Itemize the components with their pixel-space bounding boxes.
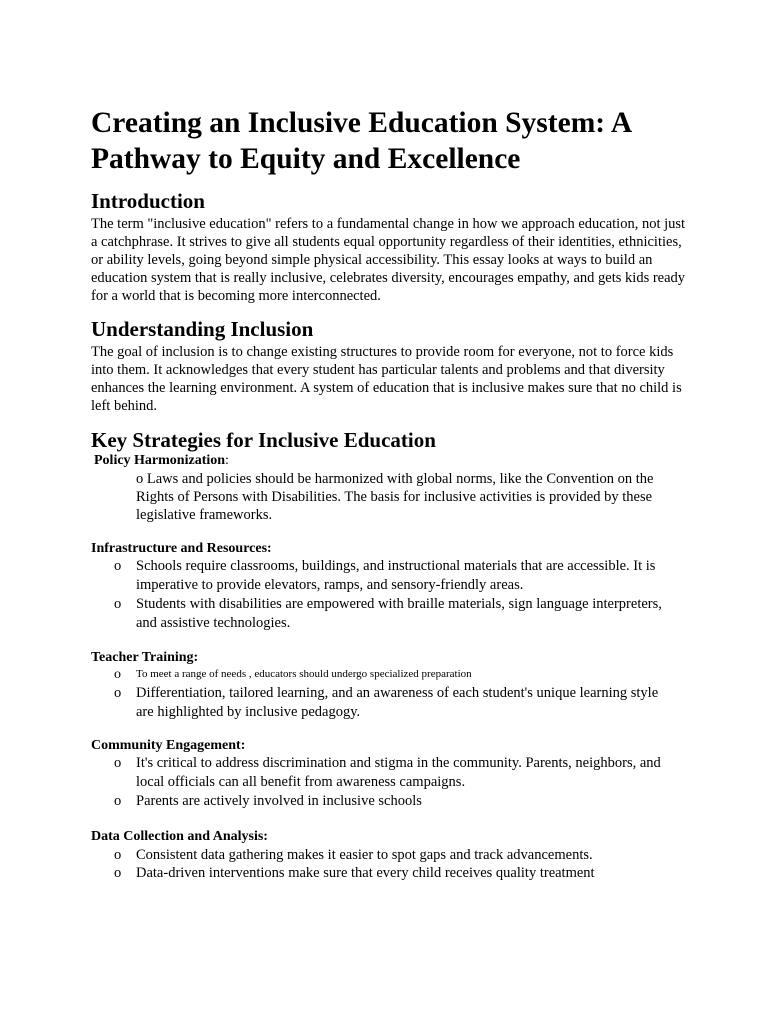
understanding-paragraph: The goal of inclusion is to change existing structures to provide room for everyone, not to force kids into them. It acknowledges that every student has particular talents and problems and that diversity enhances the learning environment. A system of education that is inclusive makes sure that no child is left behind. (91, 344, 682, 414)
list-item-text: Parents are actively involved in inclusive schools (136, 793, 422, 809)
list-item (114, 557, 679, 594)
introduction-heading: Introduction (91, 189, 205, 213)
bullet-marker: o (114, 667, 121, 682)
list-item (114, 754, 679, 791)
list-item-text: Data-driven interventions make sure that every child receives quality treatment (136, 865, 595, 881)
list-item-text: Differentiation, tailored learning, and an awareness of each student's unique learning style are highlighted by inclusive pedagogy. (136, 685, 659, 720)
bullet-marker: o (114, 847, 122, 863)
bullet-marker: o (114, 596, 122, 612)
bullet-marker: o (114, 865, 122, 881)
strategies-heading: Key Strategies for Inclusive Education (91, 428, 436, 452)
policy-item: o Laws and policies should be harmonized with global norms, like the Convention on the Rights of Persons with Disabilities. The basis for inclusive activities is provided by these legislative frameworks. (136, 471, 654, 523)
introduction-paragraph: The term "inclusive education" refers to a fundamental change in how we approach education, not just a catchphrase. It strives to give all students equal opportunity regardless of their identities, ethnicities, or ability levels, going beyond simple physical accessibility. This essay looks at ways to build an education system that is really inclusive, celebrates diversity, encourages empathy, and gets kids ready for a world that is becoming more interconnected. (91, 216, 686, 304)
bullet-marker: o (114, 558, 122, 574)
list-item-text: Schools require classrooms, buildings, and instructional materials that are accessible. It is imperative to provide elevators, ramps, and sensory-friendly areas. (136, 558, 656, 593)
document-title: Creating an Inclusive Education System: A Pathway to Equity and Excellence (91, 107, 631, 175)
list-item-text: It's critical to address discrimination and stigma in the community. Parents, neighbors, and local officials can all benefit from awareness campaigns. (136, 755, 661, 790)
policy-label-colon: : (225, 453, 229, 468)
infrastructure-subheading: Infrastructure and Resources: (91, 541, 272, 556)
list-item (114, 846, 679, 865)
policy-label: Policy Harmonization (94, 453, 226, 468)
policy-subheading (94, 452, 229, 470)
teacher-subheading: Teacher Training: (91, 650, 199, 665)
list-item (114, 864, 679, 883)
bullet-marker: o (114, 793, 122, 809)
understanding-heading: Understanding Inclusion (91, 317, 314, 341)
bullet-marker: o (114, 685, 122, 701)
data-subheading: Data Collection and Analysis: (91, 829, 268, 844)
list-item (114, 595, 679, 632)
bullet-marker: o (114, 755, 122, 771)
list-item-text: Consistent data gathering makes it easier to spot gaps and track advancements. (136, 847, 593, 863)
community-subheading: Community Engagement: (91, 738, 246, 753)
list-item (114, 667, 679, 682)
list-item-text: Students with disabilities are empowered with braille materials, sign language interpreters, and assistive technologies. (136, 596, 662, 631)
list-item (114, 684, 679, 721)
list-item (114, 792, 679, 811)
list-item-text: To meet a range of needs , educators should undergo specialized preparation (136, 668, 472, 680)
